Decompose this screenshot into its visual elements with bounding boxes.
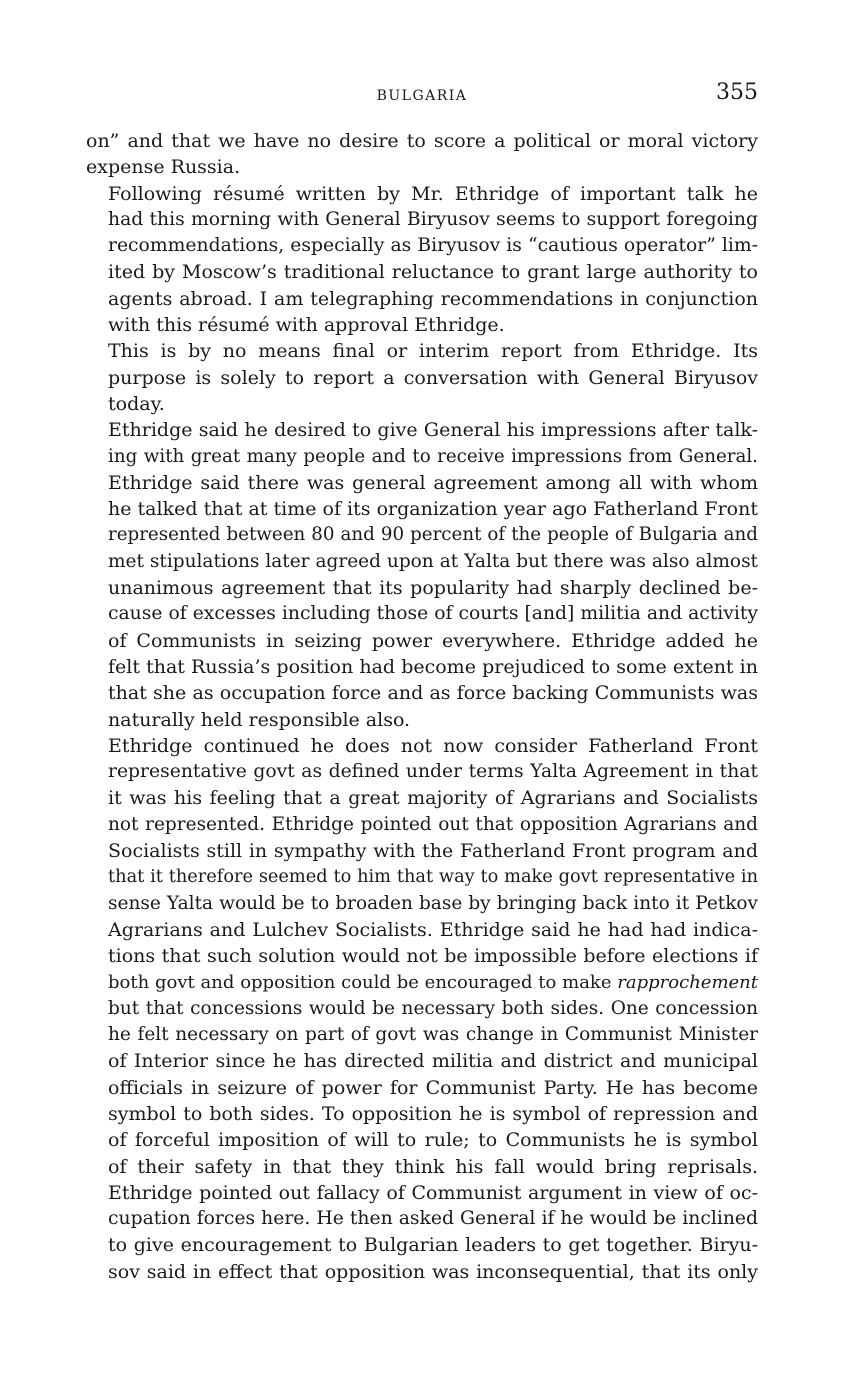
paragraph — [86, 733, 758, 1285]
text-line: that it therefore seemed to him that way to make govt representative in — [108, 867, 758, 888]
text-segment: both govt and opposition could be encouraged to make — [108, 971, 618, 993]
text-line: sov said in effect that opposition was inconsequential, that its only — [108, 1260, 758, 1283]
text-line: Ethridge pointed out fallacy of Communist argument in view of oc- — [108, 1181, 758, 1204]
text-line: of Communists in seizing power everywhere. Ethridge added he — [108, 629, 758, 652]
text-line: on” and that we have no desire to score a political or moral victory — [86, 130, 758, 152]
text-line: of their safety in that they think his fall would bring reprisals. — [108, 1155, 758, 1178]
text-line: Following résumé written by Mr. Ethridge of important talk he — [108, 182, 758, 205]
text-line: agents abroad. I am telegraphing recommendations in conjunction — [108, 287, 758, 310]
text-line: expense Russia. — [86, 156, 241, 179]
text-line: represented between 80 and 90 percent of the people of Bulgaria and — [108, 524, 758, 546]
text-line: today. — [108, 392, 165, 415]
text-line: it was his feeling that a great majority of Agrarians and Socialists — [108, 787, 758, 810]
text-line: This is by no means final or interim report from Ethridge. Its — [108, 340, 758, 363]
text-line: naturally held responsible also. — [108, 708, 411, 731]
text-line: Ethridge continued he does not now consider Fatherland Front — [108, 734, 758, 757]
paragraph — [86, 338, 758, 417]
text-line: of Interior since he has directed militia and district and municipal — [108, 1050, 758, 1073]
running-title: BULGARIA — [376, 88, 468, 104]
text-line: cupation forces here. He then asked General if he would be inclined — [108, 1208, 758, 1230]
text-line: met stipulations later agreed upon at Yalta but there was also almost — [108, 550, 758, 572]
text-line: not represented. Ethridge pointed out that opposition Agrarians and — [108, 813, 758, 835]
text-line: had this morning with General Biryusov seems to support foregoing — [108, 208, 758, 230]
text-line: symbol to both sides. To opposition he is symbol of repression and — [108, 1102, 758, 1125]
text-line: he felt necessary on part of govt was change in Communist Minister — [108, 1024, 758, 1046]
paragraph-continued — [86, 128, 758, 181]
page-number: 355 — [716, 80, 758, 105]
text-line: felt that Russia’s position had become prejudiced to some extent in — [108, 655, 758, 678]
text-line: officials in seizure of power for Communist Party. He has become — [108, 1076, 758, 1099]
body-text — [86, 128, 758, 1285]
paragraph — [86, 181, 758, 339]
running-head — [86, 80, 758, 112]
text-line-with-italic — [86, 970, 758, 996]
text-line: Ethridge said there was general agreement among all with whom — [108, 471, 758, 494]
text-line: recommendations, especially as Biryusov is “cautious operator” lim- — [108, 235, 758, 257]
text-line: to give encouragement to Bulgarian leaders to get together. Biryu- — [108, 1234, 758, 1257]
document-page — [86, 80, 758, 1285]
text-line: unanimous agreement that its popularity had sharply declined be- — [108, 577, 758, 600]
text-line: purpose is solely to report a conversation with General Biryusov — [108, 366, 758, 389]
text-line: Agrarians and Lulchev Socialists. Ethridge said he had had indica- — [108, 918, 758, 941]
text-line: ited by Moscow’s traditional reluctance to grant large authority to — [108, 261, 758, 284]
text-line: with this résumé with approval Ethridge. — [108, 314, 505, 337]
italic-term: rapprochement — [617, 971, 758, 993]
text-line: of forceful imposition of will to rule; to Communists he is symbol — [108, 1129, 758, 1152]
text-line: Ethridge said he desired to give General his impressions after talk- — [108, 419, 758, 442]
text-line: representative govt as defined under terms Yalta Agreement in that — [108, 761, 758, 783]
text-line: ing with great many people and to receive impressions from General. — [108, 445, 758, 467]
text-line: cause of excesses including those of courts [and] militia and activity — [108, 603, 758, 625]
text-line: sense Yalta would be to broaden base by bringing back into it Petkov — [108, 892, 758, 914]
text-line: but that concessions would be necessary both sides. One concession — [108, 997, 758, 1019]
text-line: he talked that at time of its organization year ago Fatherland Front — [108, 498, 758, 521]
text-line: tions that such solution would not be impossible before elections if — [108, 945, 758, 968]
text-line: that she as occupation force and as force backing Communists was — [108, 682, 758, 705]
text-line: Socialists still in sympathy with the Fatherland Front program and — [108, 840, 758, 863]
paragraph — [86, 417, 758, 733]
